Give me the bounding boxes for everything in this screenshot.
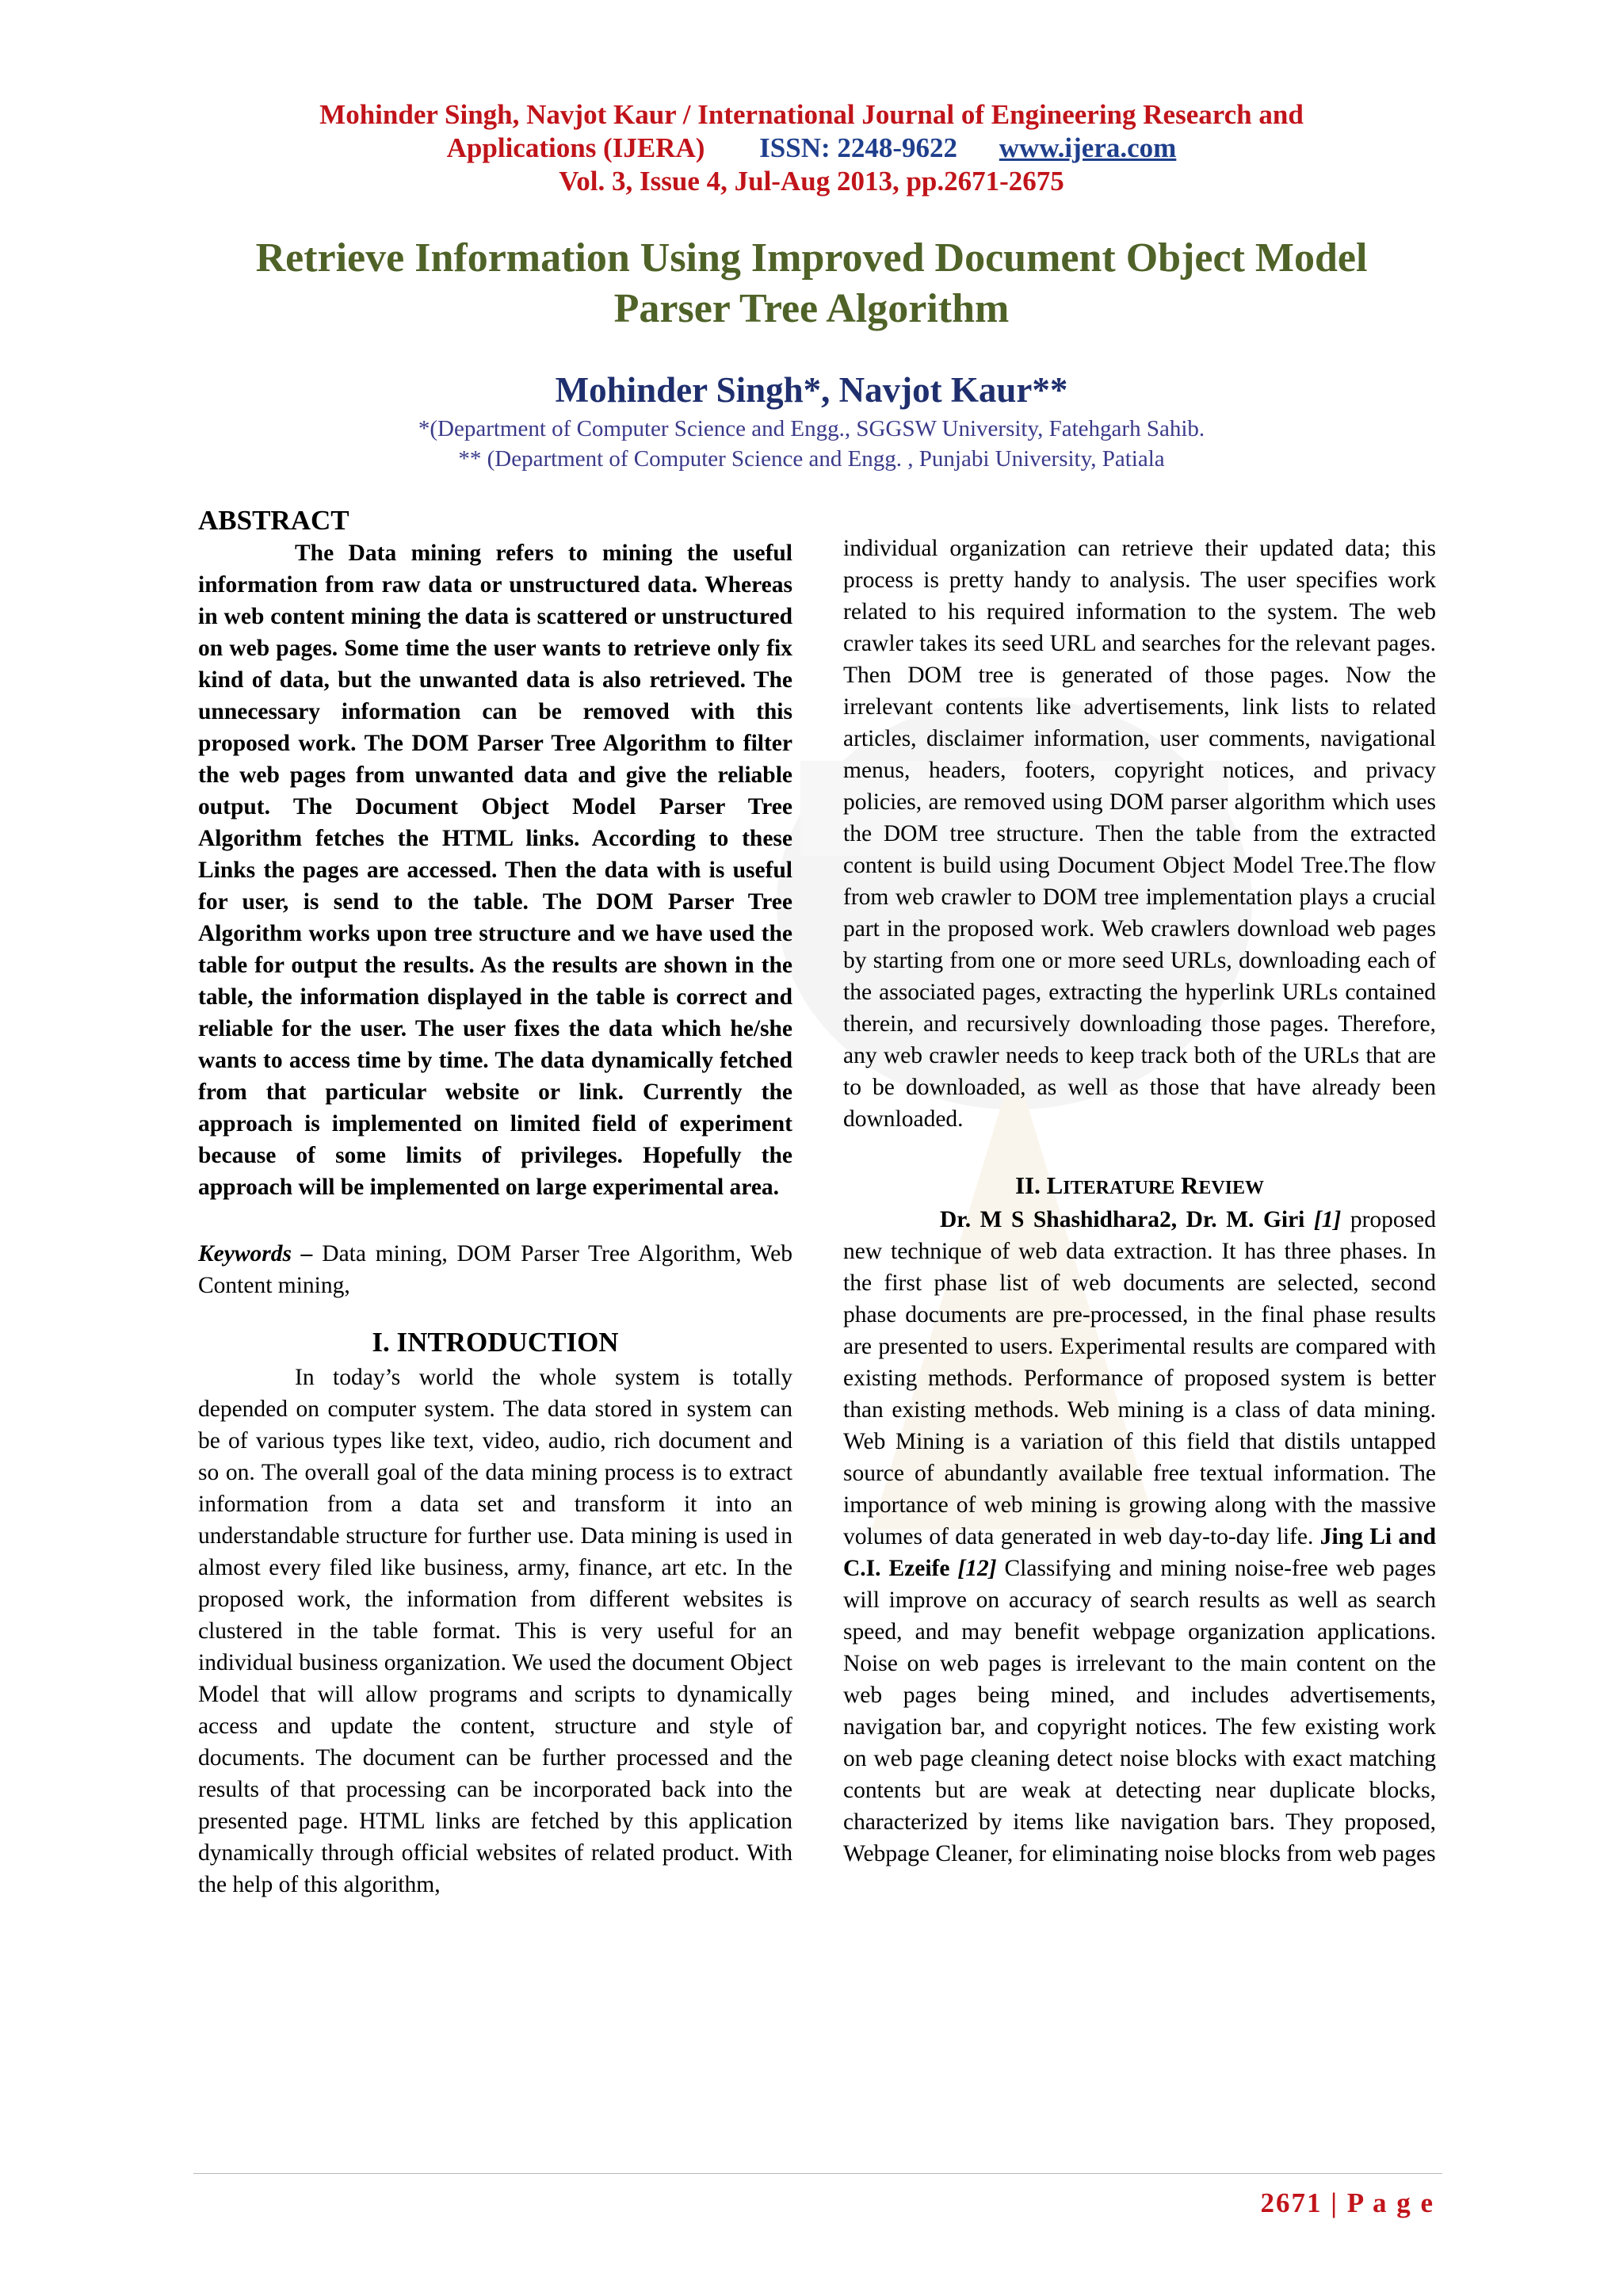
journal-url-link[interactable]: www.ijera.com: [999, 132, 1177, 163]
literature-review-heading: [843, 1170, 1436, 1204]
paper-title: [0, 233, 1623, 334]
lit-text-2: Classifying and mining noise-free web pages will improve on accuracy of search results as well as search speed, and may benefit webpage organization applications. Noise on web pages is irrelevant to the main content on the web pages being mined, and includes advertisements, navigation bar, and copyright notices. The few existing work on web page cleaning detect noise blocks with exact matching contents but are weak at detecting near duplicate blocks, characterized by items like navigation bars. They proposed, Webpage Cleaner, for eliminating noise blocks from web pages: [843, 1556, 1436, 1866]
lit-heading-iterature: ITERATURE: [1063, 1178, 1175, 1198]
introduction-heading: I. INTRODUCTION: [372, 1327, 619, 1358]
header-line-1: Mohinder Singh, Navjot Kaur / International Journal of Engineering Research and: [319, 99, 1304, 130]
literature-review-text: [843, 1204, 1436, 1870]
title-line-2: Parser Tree Algorithm: [613, 286, 1010, 331]
authors: Mohinder Singh*, Navjot Kaur**: [555, 370, 1068, 410]
keywords-label: Keywords –: [198, 1241, 313, 1266]
lit-heading-eview: EVIEW: [1198, 1178, 1265, 1198]
lit-ref-1: [1]: [1313, 1207, 1342, 1232]
keywords-text: Data mining, DOM Parser Tree Algorithm, Web Content mining,: [198, 1241, 792, 1298]
header-line-3: Vol. 3, Issue 4, Jul-Aug 2013, pp.2671-2675: [559, 166, 1064, 197]
abstract-text: The Data mining refers to mining the useful information from raw data or unstructured data. Whereas in web content mining the data is scattered or unstructured on web pages. Some time the user wants to retrieve only fix kind of data, but the unwanted data is also retrieved. The unnecessary information can be removed with this proposed work. The DOM Parser Tree Algorithm to filter the web pages from unwanted data and give the reliable output. The Document Object Model Parser Tree Algorithm fetches the HTML links. According to these Links the pages are accessed. Then the data with is useful for user, is send to the table. The DOM Parser Tree Algorithm works upon tree structure and we have used the table for output the results. As the results are shown in the table, the information displayed in the table is correct and reliable for the user. The user fixes the data which he/she wants to access time by time. The data dynamically fetched from that particular website or link. Currently the approach is implemented on limited field of experiment because of some limits of privileges. Hopefully the approach will be implemented on large experimental area.: [198, 541, 792, 1200]
lit-text-1: proposed new technique of web data extraction. It has three phases. In the first phase list of web documents are selected, second phase documents are pre-processed, in the final phase results are presented to users. Experimental results are compared with existing methods. Performance of proposed system is better than existing methods. Web mining is a class of data mining. Web Mining is a variation of this field that distils untapped source of abundantly available free textual information. The importance of web mining is growing along with the massive volumes of data generated in web day-to-day life.: [843, 1207, 1436, 1549]
page-number: 2671 | P a g e: [1260, 2187, 1434, 2218]
footer-divider: [193, 2173, 1442, 2174]
lit-heading-num: II.: [1014, 1171, 1041, 1199]
header-line-2: [0, 132, 1623, 165]
keywords: [198, 1238, 792, 1301]
journal-header: [0, 98, 1623, 198]
lit-author-2: Jing Li and C.I. Ezeife: [843, 1524, 1437, 1581]
lit-author-1: Dr. M S Shashidhara2, Dr. M. Giri: [940, 1207, 1305, 1232]
title-line-1: Retrieve Information Using Improved Document Object Model: [255, 235, 1368, 281]
issn: ISSN: 2248-9622: [759, 132, 958, 163]
abstract-heading: ABSTRACT: [198, 505, 349, 536]
left-column: [198, 504, 792, 1901]
introduction-text: In today’s world the whole system is totally depended on computer system. The data stored in system can be of various types like text, video, audio, rich document and so on. The overall goal of the data mining process is to extract information from a data set and transform it into an understandable structure for further use. Data mining is used in almost every filed like business, army, finance, art etc. In the proposed work, the information from different websites is clustered in the table format. This is very useful for an individual business organization. We used the document Object Model that will allow programs and scripts to dynamically access and update the content, structure and style of documents. The document can be further processed and the results of that processing can be incorporated back into the presented page. HTML links are fetched by this application dynamically through official websites of related product. With the help of this algorithm,: [198, 1365, 792, 1897]
affiliation-1: *(Department of Computer Science and Engg., SGGSW University, Fatehgarh Sahib.: [418, 416, 1205, 441]
introduction-continuation: individual organization can retrieve their updated data; this process is pretty handy to analysis. The user specifies work related to his required information to the system. The web crawler takes its seed URL and searches for the relevant pages. Then DOM tree is generated of those pages. Now the irrelevant contents like advertisements, link lists to related articles, disclaimer information, user comments, navigational menus, headers, footers, copyright notices, and privacy policies, are removed using DOM parser algorithm which uses the DOM tree structure. Then the table from the extracted content is build using Document Object Model Tree.The flow from web crawler to DOM tree implementation plays a crucial part in the proposed work. Web crawlers download web pages by starting from one or more seed URLs, downloading each of the associated pages, extracting the hyperlink URLs contained therein, and recursively downloading those pages. Therefore, any web crawler needs to keep track both of the URLs that are to be downloaded, as well as those that have already been downloaded.: [843, 536, 1436, 1132]
lit-heading-L: L: [1046, 1171, 1064, 1199]
lit-heading-R: R: [1180, 1171, 1199, 1199]
journal-name: Applications (IJERA): [446, 132, 705, 163]
affiliation-2: ** (Department of Computer Science and Engg. , Punjabi University, Patiala: [458, 446, 1165, 472]
right-column: [843, 533, 1436, 1870]
lit-ref-2: [12]: [957, 1556, 997, 1581]
